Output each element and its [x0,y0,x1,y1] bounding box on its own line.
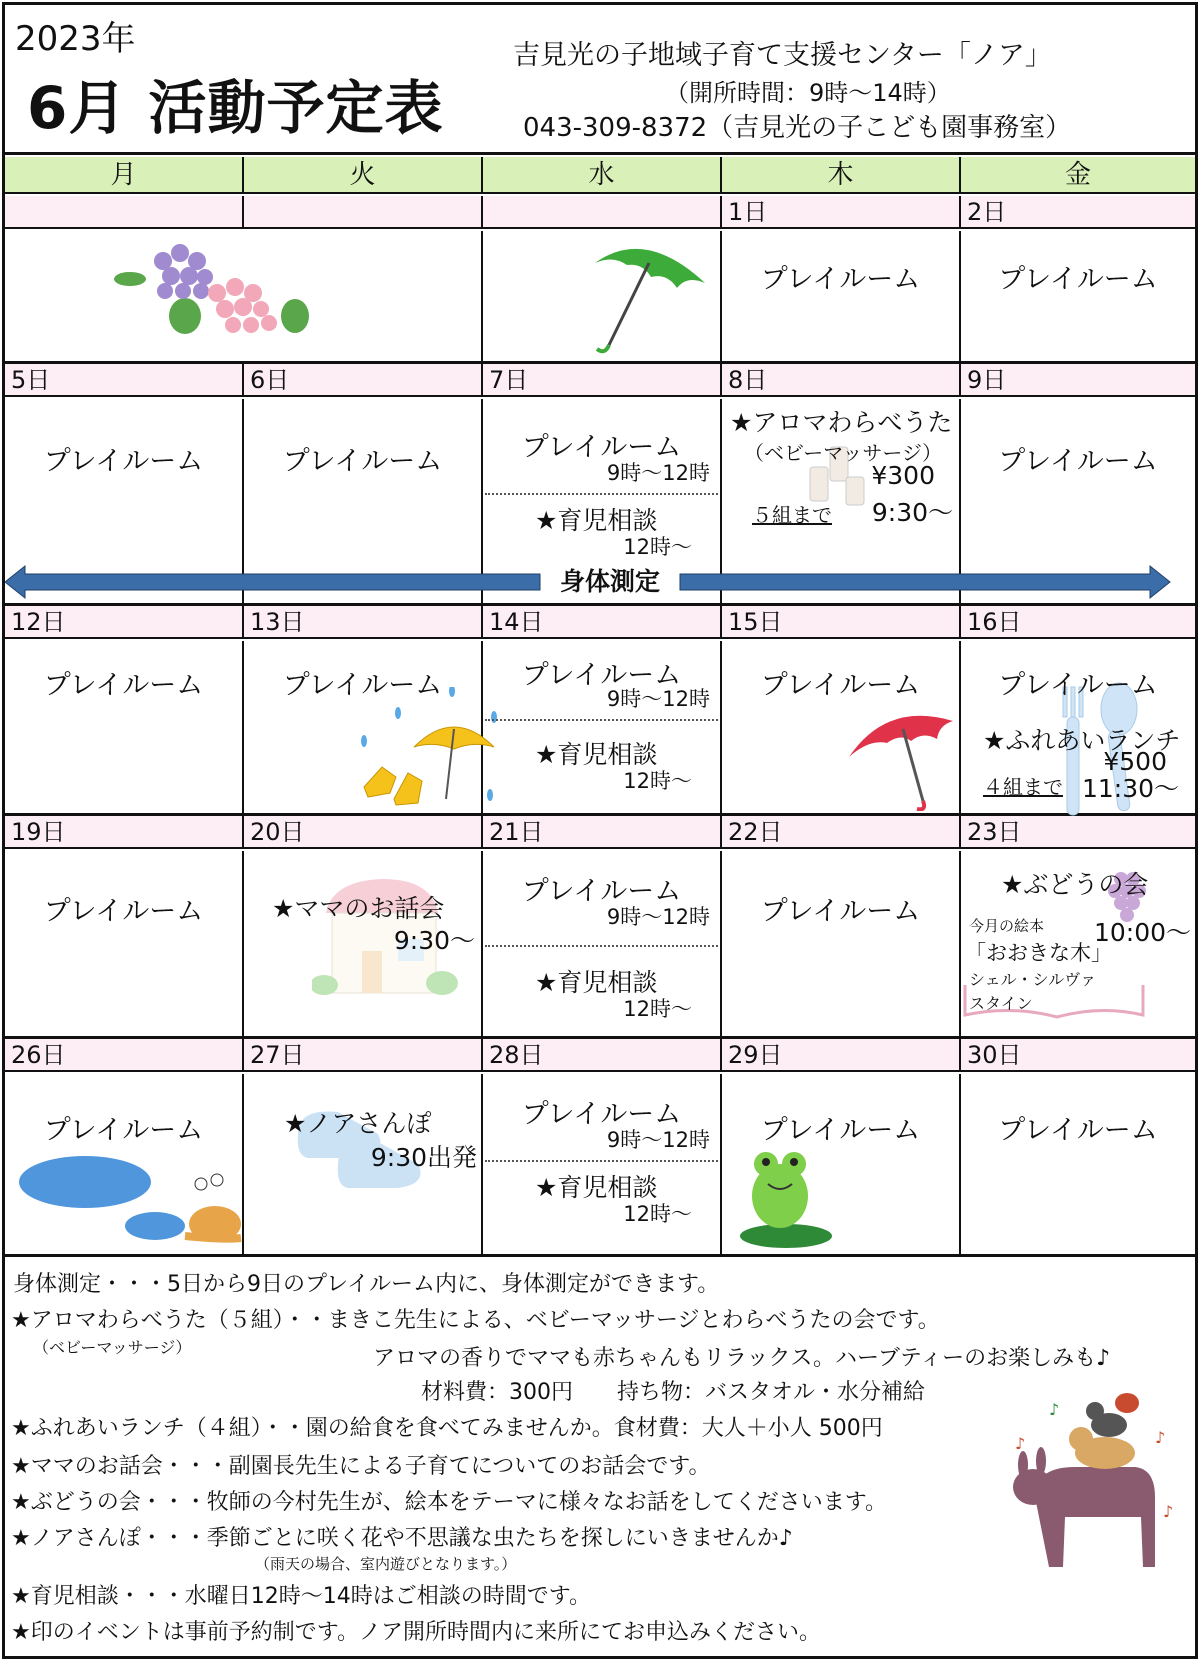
opening-hours: （開所時間：9時～14時） [665,79,951,107]
note-aroma-materials: 材料費：300円 持ち物：バスタオル・水分補給 [421,1380,925,1405]
svg-text:♪: ♪ [1155,1428,1166,1447]
date-cell: 23日 [967,818,1022,846]
date-cell: 12日 [5,606,244,637]
center-name: 吉見光の子地域子育て支援センター「ノア」 [513,40,1052,71]
playroom-label: プレイルーム [43,896,204,927]
phone-number: 043-309-8372（吉見光の子こども園事務室） [523,113,1072,143]
playroom-time: 9時～12時 [606,687,710,711]
date-cell: 19日 [5,816,244,847]
day-cell [483,641,722,813]
playroom-label: プレイルーム [43,670,204,701]
red-umbrella-icon [847,701,957,811]
lunch-price: ¥500 [1103,747,1167,776]
week-1 [5,196,1195,364]
note-lunch: ★ふれあいランチ（４組）・・園の給食を食べてみませんか。食材費：大人＋小人 500円 [11,1416,883,1441]
frog-icon [736,1140,836,1250]
note-aroma-detail: アロマの香りでママも赤ちゃんもリラックス。ハーブティーのお楽しみも♪ [373,1346,1111,1371]
playroom-label: プレイルーム [760,896,921,927]
playroom-label: プレイルーム [521,1099,682,1130]
playroom-label: プレイルーム [998,446,1158,477]
date-cell: 1日 [722,196,961,227]
puddle-snail-icon [5,1144,245,1254]
consult-time: 12時～ [623,997,692,1021]
weekday-fri: 金 [1064,160,1091,190]
schedule-sheet [2,2,1198,1659]
rain-boots-umbrella-icon [354,687,504,817]
date-cell: 21日 [483,816,722,847]
date-cell: 13日 [244,606,483,637]
note-walk: ★ノアさんぽ・・・季節ごとに咲く花や不思議な虫たちを探しにいきませんか♪ [11,1526,793,1551]
svg-text:♪: ♪ [1163,1502,1174,1521]
divider [485,945,718,947]
date-cell: 30日 [967,1041,1022,1069]
date-cell [483,196,722,227]
divider [485,493,718,495]
week-5 [5,1039,1195,1257]
day-cell [483,1074,722,1254]
playroom-label: プレイルーム [282,670,443,701]
note-walk-rain: （雨天の場合、室内遊びとなります。） [255,1555,517,1573]
grape-time: 10:00～ [1093,918,1191,947]
playroom-label: プレイルーム [282,446,443,477]
consult-time: 12時～ [623,1202,692,1226]
date-row [5,196,1195,229]
playroom-label: プレイルーム [521,432,682,463]
notes-section [5,1257,1195,1659]
walk-title: ★ノアさんぽ [284,1109,432,1138]
day-cell [5,641,244,813]
week-4 [5,816,1195,1039]
consult-label: ★育児相談 [535,968,658,997]
note-measure: 身体測定・・・5日から9日のプレイルーム内に、身体測定ができます。 [13,1272,720,1297]
day-cell [722,1074,961,1254]
svg-text:♪: ♪ [1015,1434,1026,1453]
aroma-price: ¥300 [871,461,935,490]
date-row [5,1039,1195,1072]
consult-label: ★育児相談 [535,506,658,535]
day-cell [722,851,961,1036]
consult-time: 12時～ [623,535,692,559]
day-cell [961,851,1195,1036]
note-aroma: ★アロマわらべうた（５組）・・まきこ先生による、ベビーマッサージとわらべうたの会です。 [11,1308,940,1333]
note-consult: ★育児相談・・・水曜日12時～14時はご相談の時間です。 [11,1584,591,1609]
playroom-label: プレイルーム [43,1115,204,1146]
year-label: 2023年 [15,19,136,59]
body-measurement-band [5,564,1195,600]
aroma-limit: ５組まで [752,503,832,527]
date-cell: 29日 [722,1039,961,1070]
day-cell [961,1074,1195,1254]
note-grape: ★ぶどうの会・・・牧師の今村先生が、絵本をテーマに様々なお話をしてくださいます。 [11,1490,887,1515]
date-cell: 5日 [5,364,244,395]
date-row [5,606,1195,639]
date-cell [5,196,244,227]
note-aroma-sub: （ベビーマッサージ） [33,1338,192,1357]
walk-time: 9:30出発 [370,1143,477,1172]
animal-band-icon [1005,1387,1185,1587]
playroom-time: 9時～12時 [606,461,710,485]
date-cell: 6日 [244,364,483,395]
date-cell: 2日 [967,198,1007,226]
lunch-time: 11:30～ [1081,774,1179,803]
playroom-label: プレイルーム [521,660,682,691]
note-reservation: ★印のイベントは事前予約制です。ノア開所時間内に来所にてお申込みください。 [11,1620,821,1645]
page-title: 6月 活動予定表 [27,74,444,142]
book-title: 「おおきな木」 [965,941,1112,965]
divider [485,1160,718,1162]
lunch-limit: ４組まで [983,775,1063,799]
weekday-wed: 水 [483,157,722,192]
date-cell [244,196,483,227]
date-cell: 28日 [483,1039,722,1070]
green-umbrella-icon [585,233,715,361]
divider [485,719,718,721]
day-cell [5,231,244,361]
playroom-label: プレイルーム [760,670,921,701]
date-cell: 16日 [967,608,1022,636]
grape-title: ★ぶどうの会 [1001,870,1149,899]
day-cell [5,1074,244,1254]
weekday-thu: 木 [722,157,961,192]
weekday-header-row [5,157,1195,194]
playroom-label: プレイルーム [760,264,921,295]
mama-talk-time: 9:30～ [393,926,475,955]
date-cell: 22日 [722,816,961,847]
book-author-line2: スタイン [969,994,1033,1013]
day-cell [483,231,722,361]
playroom-label: プレイルーム [521,876,682,907]
day-cell [244,851,483,1036]
header [5,5,1195,155]
day-cell [5,851,244,1036]
date-row [5,816,1195,849]
date-cell: 7日 [483,364,722,395]
aroma-time: 9:30～ [871,498,953,527]
date-cell: 9日 [967,366,1007,394]
day-cell [961,641,1195,813]
date-cell: 14日 [483,606,722,637]
book-author-line1: シェル・シルヴァ [969,970,1097,989]
consult-time: 12時～ [623,769,692,793]
date-cell: 27日 [244,1039,483,1070]
consult-label: ★育児相談 [535,740,658,769]
body-measurement-label: 身体測定 [545,564,675,600]
playroom-label: プレイルーム [998,264,1158,295]
weekday-tue: 火 [244,157,483,192]
day-cell [244,1074,483,1254]
playroom-time: 9時～12時 [606,905,710,929]
date-row [5,364,1195,397]
date-cell: 8日 [722,364,961,395]
weekday-mon: 月 [5,157,244,192]
note-mama-talk: ★ママのお話会・・・副園長先生による子育てについてのお話会です。 [11,1454,711,1479]
day-cell [244,641,483,813]
day-cell [722,231,961,361]
day-cell [483,851,722,1036]
book-label: 今月の絵本 [969,917,1045,935]
day-cell [961,231,1195,361]
day-cell [722,641,961,813]
lunch-title: ★ふれあいランチ [983,726,1181,755]
aroma-subtitle: （ベビーマッサージ） [744,441,942,465]
aroma-title: ★アロマわらべうた [730,408,953,437]
playroom-label: プレイルーム [43,446,204,477]
playroom-time: 9時～12時 [606,1128,710,1152]
day-cell [244,231,483,361]
consult-label: ★育児相談 [535,1173,658,1202]
svg-text:♪: ♪ [1049,1400,1060,1419]
date-cell: 26日 [5,1039,244,1070]
playroom-label: プレイルーム [998,670,1158,701]
week-3 [5,603,1195,816]
date-cell: 15日 [722,606,961,637]
mama-talk-title: ★ママのお話会 [272,894,445,923]
date-cell: 20日 [244,816,483,847]
playroom-label: プレイルーム [760,1115,921,1146]
playroom-label: プレイルーム [998,1115,1158,1146]
